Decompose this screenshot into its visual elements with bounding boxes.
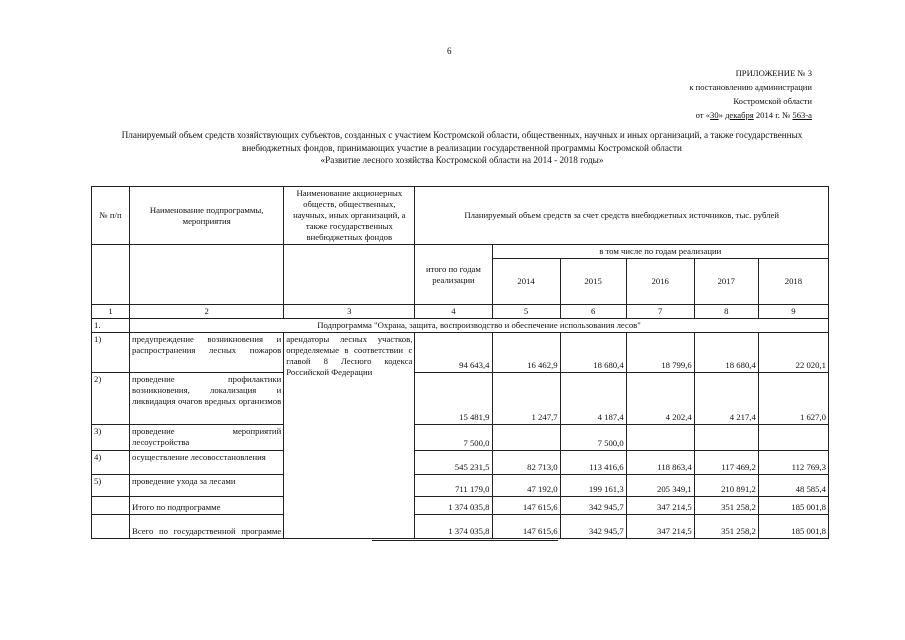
col-number-8: 8 — [694, 305, 758, 319]
row-2015: 4 187,4 — [560, 373, 626, 425]
col-number-7: 7 — [626, 305, 694, 319]
col-number-9: 9 — [758, 305, 828, 319]
row-total: 15 481,9 — [415, 373, 492, 425]
grand-total-2016: 347 214,5 — [626, 515, 694, 539]
subtotal-2017: 351 258,2 — [694, 497, 758, 515]
title-line-2: внебюджетных фондов, принимающих участие в реализации государственной программы Костромской области — [242, 142, 682, 153]
header-year-2015: 2015 — [560, 259, 626, 305]
header-year-2018: 2018 — [758, 259, 828, 305]
col-number-3: 3 — [284, 305, 415, 319]
annex-block — [689, 66, 812, 122]
row-num: 3) — [92, 425, 130, 451]
col-number-2: 2 — [130, 305, 284, 319]
row-2016 — [626, 425, 694, 451]
row-2014 — [492, 425, 560, 451]
row-num: 2) — [92, 373, 130, 425]
row-2015: 18 680,4 — [560, 333, 626, 373]
row-2015: 7 500,0 — [560, 425, 626, 451]
table-row — [92, 373, 829, 425]
annex-date-day: 30 — [710, 110, 719, 120]
header-funds-end — [284, 259, 415, 305]
row-2018 — [758, 425, 828, 451]
funds-description: арендаторы лесных участков, определяемые в соответствии с главой 8 Лесного кодекса Российской Федерации — [284, 333, 415, 539]
row-2015: 199 161,3 — [560, 475, 626, 497]
table-row — [92, 451, 829, 475]
subtotal-2015: 342 945,7 — [560, 497, 626, 515]
annex-date-number: 563-а — [792, 110, 812, 120]
col-number-6: 6 — [560, 305, 626, 319]
subtotal-2014: 147 615,6 — [492, 497, 560, 515]
row-2017: 18 680,4 — [694, 333, 758, 373]
subtotal-2016: 347 214,5 — [626, 497, 694, 515]
header-year-2014: 2014 — [492, 259, 560, 305]
grand-total-2014: 147 615,6 — [492, 515, 560, 539]
header-name-end — [130, 259, 284, 305]
row-name: проведение профилактики возникновения, локализация и ликвидация очагов вредных организмов — [130, 373, 284, 425]
grand-total-row — [92, 515, 829, 539]
grand-total-name: Всего по государственной программе — [130, 515, 284, 539]
row-2016: 4 202,4 — [626, 373, 694, 425]
row-2017 — [694, 425, 758, 451]
header-row-3 — [92, 245, 829, 259]
header-num: № п/п — [92, 187, 130, 245]
row-2015: 113 416,6 — [560, 451, 626, 475]
header-row-1 — [92, 187, 829, 245]
document-title — [92, 129, 832, 167]
annex-line-2: к постановлению администрации — [689, 82, 812, 92]
annex-line-1: ПРИЛОЖЕНИЕ № 3 — [735, 68, 812, 78]
annex-date-mid: » — [718, 110, 726, 120]
subprogram-row — [92, 319, 829, 333]
row-2014: 16 462,9 — [492, 333, 560, 373]
subtotal-total: 1 374 035,8 — [415, 497, 492, 515]
table-row — [92, 475, 829, 497]
row-total: 545 231,5 — [415, 451, 492, 475]
header-name-cont — [130, 245, 284, 259]
title-line-1: Планируемый объем средств хозяйствующих субъектов, созданных с участием Костромской области, общественных, научных и иных организаций, а также государственных — [121, 130, 803, 140]
row-2017: 4 217,4 — [694, 373, 758, 425]
grand-total-2017: 351 258,2 — [694, 515, 758, 539]
row-total: 7 500,0 — [415, 425, 492, 451]
row-2018: 112 769,3 — [758, 451, 828, 475]
col-number-1: 1 — [92, 305, 130, 319]
subtotal-2018: 185 001,8 — [758, 497, 828, 515]
row-2017: 117 469,2 — [694, 451, 758, 475]
row-2014: 47 192,0 — [492, 475, 560, 497]
grand-total-2018: 185 001,8 — [758, 515, 828, 539]
header-funds-cont — [284, 245, 415, 259]
column-number-row — [92, 305, 829, 319]
header-by-years: в том числе по годам реализации — [492, 245, 829, 259]
row-name: проведение мероприятий лесоустройства — [130, 425, 284, 451]
table-row — [92, 425, 829, 451]
footer-divider — [372, 540, 558, 541]
row-name: осуществление лесовосстановления — [130, 451, 284, 475]
row-2018: 48 585,4 — [758, 475, 828, 497]
grand-total-2015: 342 945,7 — [560, 515, 626, 539]
header-num-cont — [92, 245, 130, 259]
annex-date-line — [689, 108, 812, 122]
funding-table — [91, 186, 829, 539]
header-funds: Наименование акционерных обществ, общественных, научных, иных организаций, а также государственных внебюджетных фондов — [284, 187, 415, 245]
row-2018: 22 020,1 — [758, 333, 828, 373]
subtotal-row — [92, 497, 829, 515]
col-number-5: 5 — [492, 305, 560, 319]
row-2016: 118 863,4 — [626, 451, 694, 475]
grand-total-num — [92, 515, 130, 539]
header-total: итого по годам реализации — [415, 245, 492, 305]
row-2016: 205 349,1 — [626, 475, 694, 497]
row-2016: 18 799,6 — [626, 333, 694, 373]
row-2014: 1 247,7 — [492, 373, 560, 425]
annex-date-year: 2014 г. № — [753, 110, 793, 120]
header-year-2016: 2016 — [626, 259, 694, 305]
row-2018: 1 627,0 — [758, 373, 828, 425]
row-total: 711 179,0 — [415, 475, 492, 497]
row-name: предупреждение возникновения и распространения лесных пожаров — [130, 333, 284, 373]
annex-date-month: декабря — [725, 110, 754, 120]
subtotal-name: Итого по подпрограмме — [130, 497, 284, 515]
grand-total-total: 1 374 035,8 — [415, 515, 492, 539]
row-name: проведение ухода за лесами — [130, 475, 284, 497]
page-number: 6 — [447, 46, 452, 56]
row-2017: 210 891,2 — [694, 475, 758, 497]
row-num: 4) — [92, 451, 130, 475]
annex-date-prefix: от « — [695, 110, 711, 120]
header-num-end — [92, 259, 130, 305]
row-num: 5) — [92, 475, 130, 497]
header-name: Наименование подпрограммы, мероприятия — [130, 187, 284, 245]
annex-line-3: Костромской области — [733, 96, 812, 106]
subtotal-num — [92, 497, 130, 515]
row-total: 94 643,4 — [415, 333, 492, 373]
header-year-2017: 2017 — [694, 259, 758, 305]
row-2014: 82 713,0 — [492, 451, 560, 475]
title-line-3: «Развитие лесного хозяйства Костромской области на 2014 - 2018 годы» — [320, 155, 604, 166]
row-num: 1) — [92, 333, 130, 373]
subprogram-title: Подпрограмма "Охрана, защита, воспроизводство и обеспечение использования лесов" — [130, 319, 829, 333]
table-row — [92, 333, 829, 373]
col-number-4: 4 — [415, 305, 492, 319]
header-planned: Планируемый объем средств за счет средств внебюджетных источников, тыс. рублей — [415, 187, 829, 245]
subprogram-num: 1. — [92, 319, 130, 333]
